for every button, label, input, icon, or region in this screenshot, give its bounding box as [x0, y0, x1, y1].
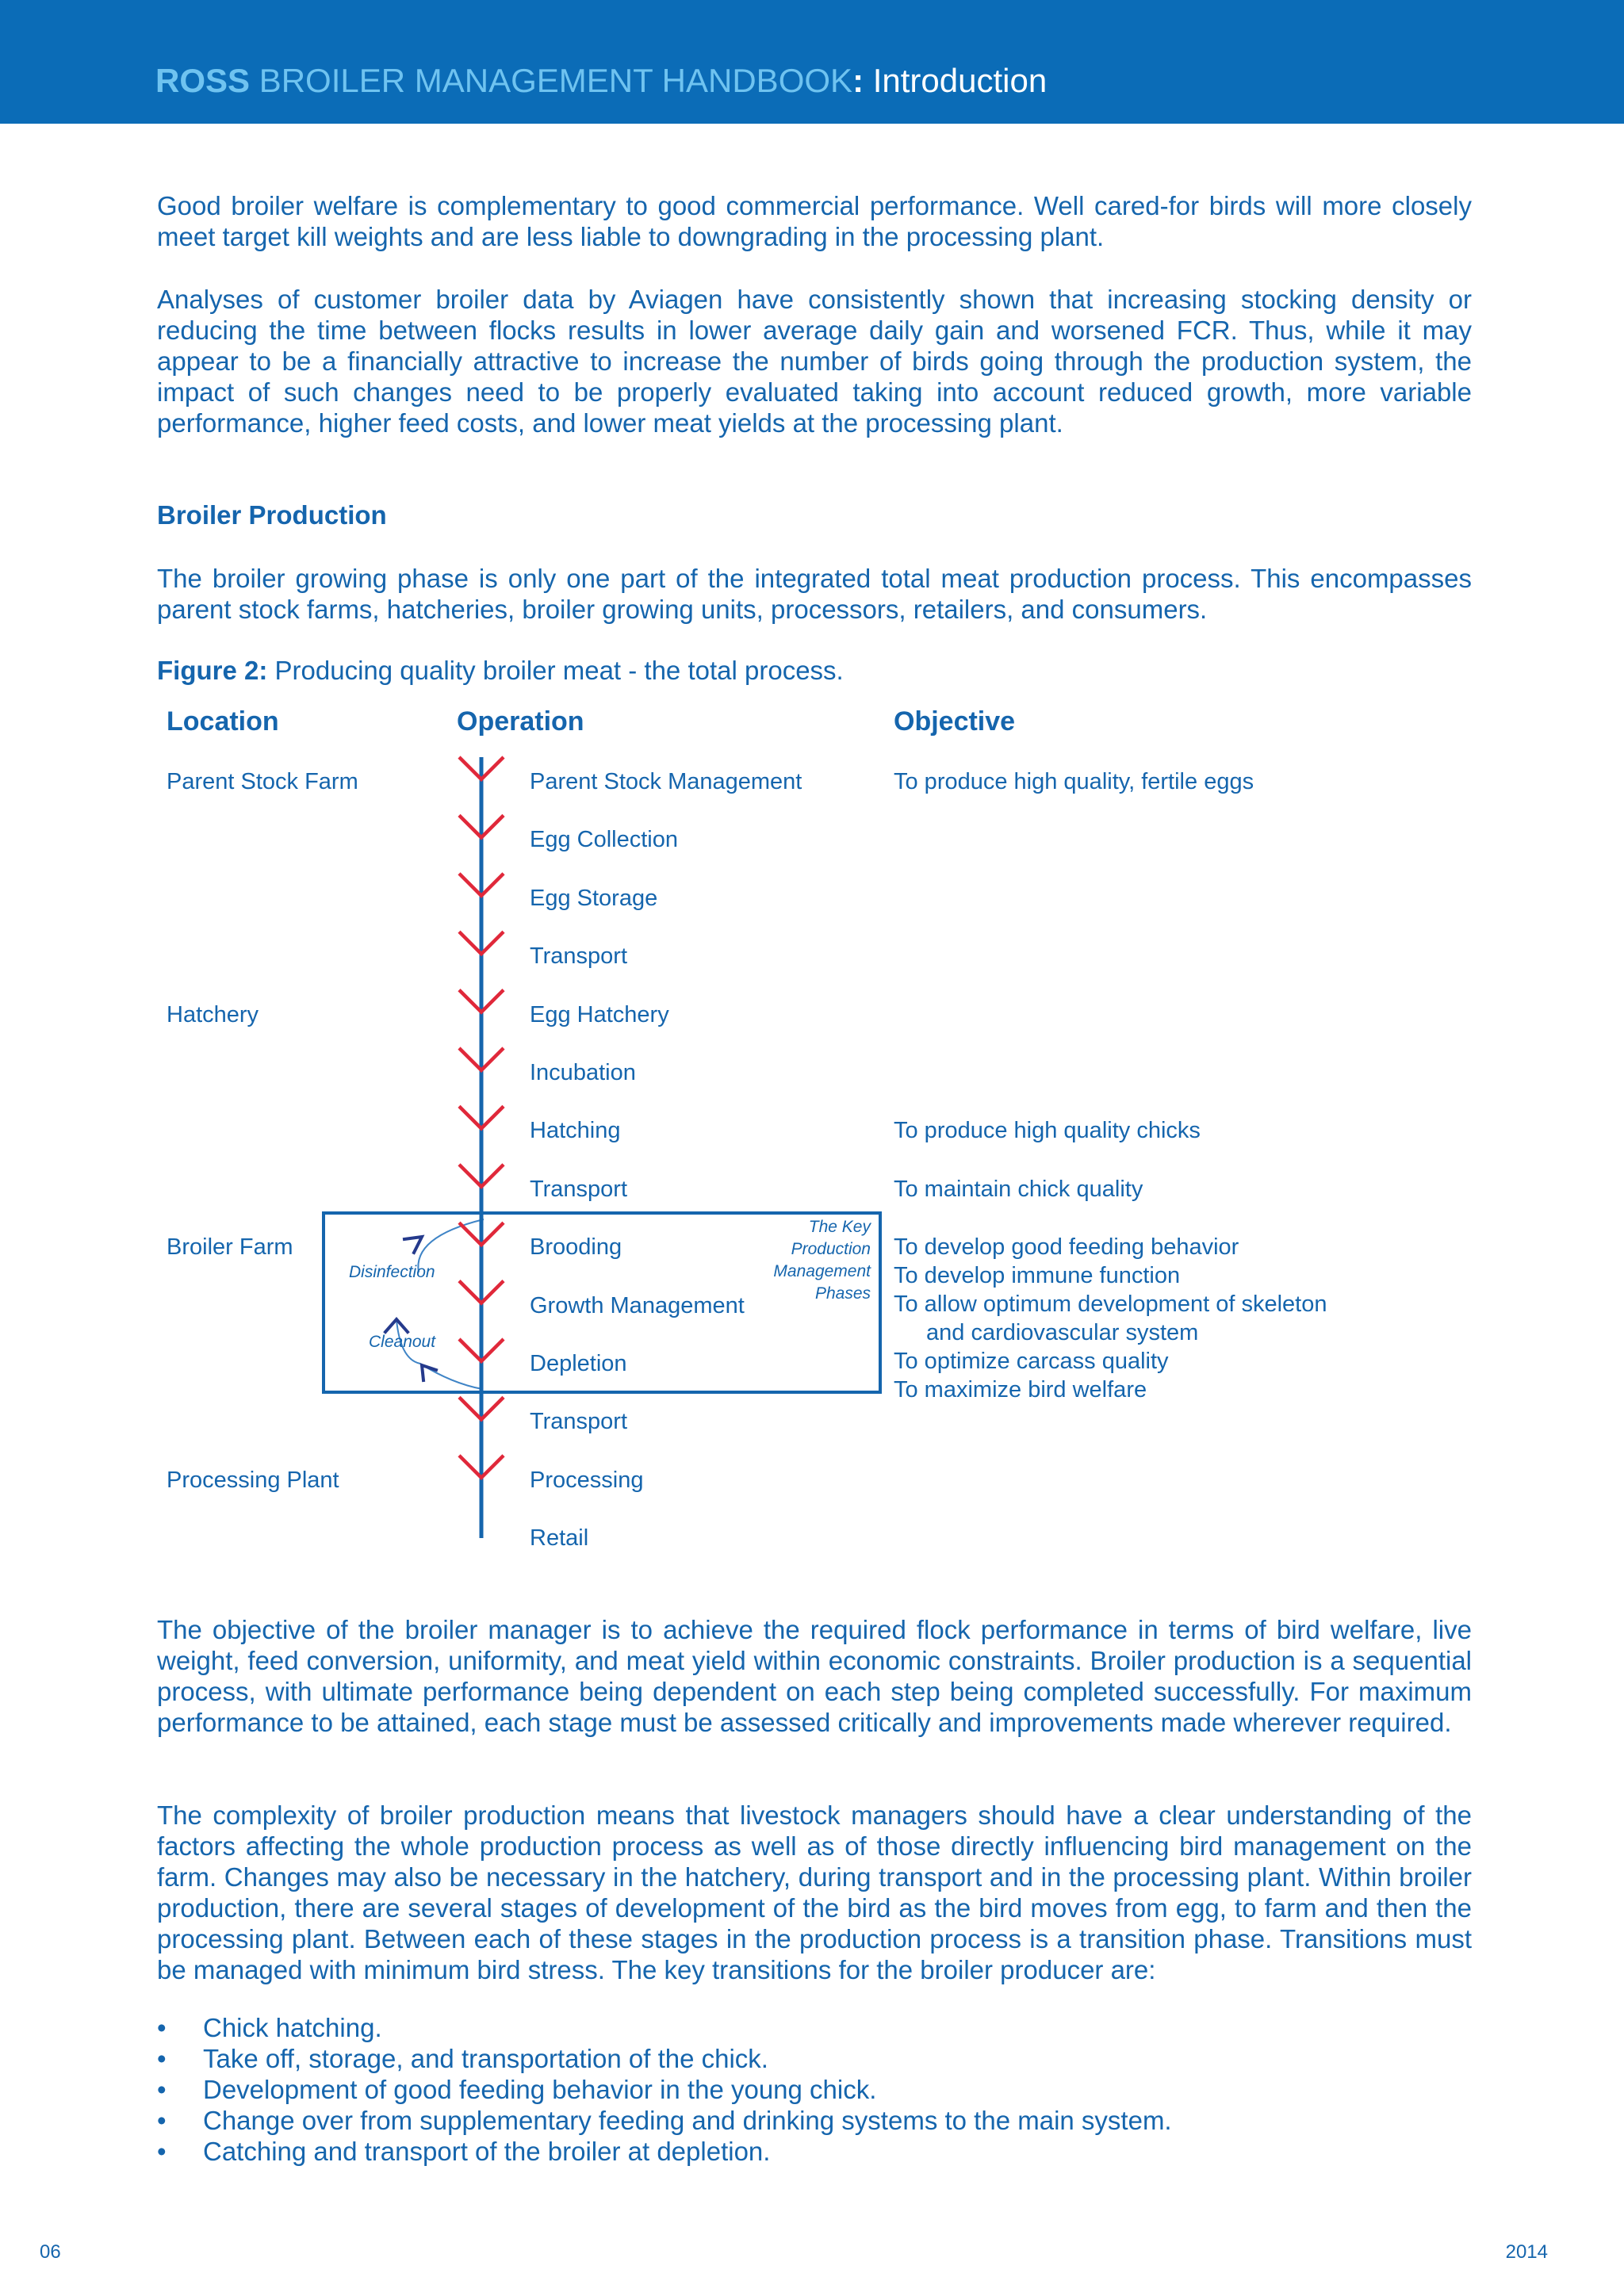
column-heading-operation: Operation	[457, 706, 584, 737]
list-item	[157, 2012, 1172, 2043]
objective-item: To produce high quality, fertile eggs	[894, 769, 1254, 794]
list-item-text: Development of good feeding behavior in the young chick.	[203, 2075, 877, 2104]
operation-item: Retail	[530, 1525, 589, 1552]
list-item-text: Catching and transport of the broiler at depletion.	[203, 2137, 771, 2166]
intro-paragraph-1: Good broiler welfare is complementary to good commercial performance. Well cared-for birds will more closely meet target kill weights and are less liable to downgrading in the processing plant.	[157, 191, 1472, 251]
operation-item: Transport	[530, 943, 628, 970]
cycle-label-cleanout: Cleanout	[369, 1333, 436, 1351]
objective-item: To develop good feeding behavior	[894, 1234, 1239, 1261]
header-handbook-title: BROILER MANAGEMENT HANDBOOK	[250, 62, 853, 99]
key-phases-line-2: Production	[791, 1240, 871, 1258]
operation-item: Transport	[530, 1409, 628, 1435]
operation-item: Egg Collection	[530, 827, 678, 853]
header-colon: :	[852, 62, 864, 99]
objective-item: To produce high quality chicks	[894, 1118, 1201, 1144]
list-item	[157, 2136, 1172, 2167]
cycle-label-disinfection: Disinfection	[349, 1263, 435, 1281]
operation-item: Transport	[530, 1176, 628, 1202]
bullet-dot: •	[157, 2075, 167, 2104]
objective-item: To allow optimum development of skeleton	[894, 1292, 1327, 1318]
operation-item: Depletion	[530, 1351, 627, 1376]
location-item: Processing Plant	[167, 1467, 339, 1493]
operation-item: Hatching	[530, 1118, 621, 1144]
key-phases-line-4: Phases	[814, 1284, 871, 1303]
section-paragraph: The broiler growing phase is only one part of the integrated total meat production process. This encompasses parent stock farms, hatcheries, broiler growing units, processors, retailers, and consumers.	[157, 564, 1472, 624]
operation-item: Growth Management	[530, 1292, 745, 1318]
operation-item: Processing	[530, 1467, 644, 1493]
list-item-text: Chick hatching.	[203, 2013, 382, 2042]
list-item	[157, 2105, 1172, 2136]
bullet-dot: •	[157, 2106, 167, 2135]
figure-label: Figure 2:	[157, 656, 268, 685]
location-item: Parent Stock Farm	[167, 769, 358, 794]
location-item: Broiler Farm	[167, 1234, 293, 1261]
objective-item: To maintain chick quality	[894, 1176, 1143, 1202]
page-number: 06	[40, 2241, 61, 2263]
bullet-dot: •	[157, 2137, 167, 2166]
bullet-dot: •	[157, 2044, 167, 2073]
body-paragraph-1: The objective of the broiler manager is to achieve the required flock performance in terms of bird welfare, live weight, feed conversion, uniformity, and meat yield within economic constraints. Broiler production is a sequential process, with ultimate performance being dependent on each step being completed successfully. For maximum performance to be attained, each stage must be assessed critically and improvements made wherever required.	[157, 1615, 1472, 1737]
operation-item: Parent Stock Management	[530, 769, 802, 794]
operation-item: Brooding	[530, 1234, 622, 1261]
cycle-arrow-disinfection	[404, 1237, 422, 1253]
list-item-text: Take off, storage, and transportation of the chick.	[203, 2044, 768, 2073]
figure-caption-text: Producing quality broiler meat - the total process.	[267, 656, 844, 685]
column-heading-location: Location	[167, 706, 279, 737]
cycle-arrow-cleanout	[422, 1365, 436, 1380]
key-phases-label	[773, 1216, 871, 1305]
header-section: Introduction	[864, 62, 1048, 99]
list-item	[157, 2074, 1172, 2105]
location-item: Hatchery	[167, 1001, 259, 1027]
cleanout-cycle	[396, 1219, 484, 1389]
operation-item: Egg Hatchery	[530, 1001, 669, 1027]
objective-item: To maximize bird welfare	[894, 1377, 1147, 1403]
section-heading: Broiler Production	[157, 500, 387, 530]
objective-item: To optimize carcass quality	[894, 1349, 1169, 1375]
operation-item: Incubation	[530, 1060, 636, 1085]
key-phases-line-1: The Key	[808, 1218, 871, 1236]
list-item-text: Change over from supplementary feeding and drinking systems to the main system.	[203, 2106, 1172, 2135]
objective-item: To develop immune function	[894, 1263, 1181, 1289]
operation-item: Egg Storage	[530, 885, 658, 911]
key-phases-line-3: Management	[773, 1262, 871, 1280]
body-paragraph-2: The complexity of broiler production means that livestock managers should have a clear understanding of the factors affecting the whole production process as well as of those directly influencing bird management on the farm. Changes may also be necessary in the hatchery, during transport and in the processing plant. Within broiler production, there are several stages of development of the bird as the bird moves from egg, to farm and then the processing plant. Between each of these stages in the production process is a transition phase. Transitions must be managed with minimum bird stress. The key transitions for the broiler producer are:	[157, 1800, 1472, 1984]
footer-year: 2014	[1505, 2241, 1548, 2263]
header-brand: ROSS	[155, 62, 251, 99]
transition-list	[157, 2012, 1172, 2167]
column-heading-objective: Objective	[894, 706, 1016, 737]
objective-item: and cardiovascular system	[926, 1320, 1199, 1346]
intro-paragraph-2: Analyses of customer broiler data by Aviagen have consistently shown that increasing stocking density or reducing the time between flocks results in lower average daily gain and worsened FCR. Thus, while it may appear to be a financially attractive to increase the number of birds going through the production system, the impact of such changes need to be properly evaluated taking into account reduced growth, more variable performance, higher feed costs, and lower meat yields at the processing plant.	[157, 285, 1472, 438]
bullet-dot: •	[157, 2013, 167, 2042]
list-item	[157, 2043, 1172, 2074]
